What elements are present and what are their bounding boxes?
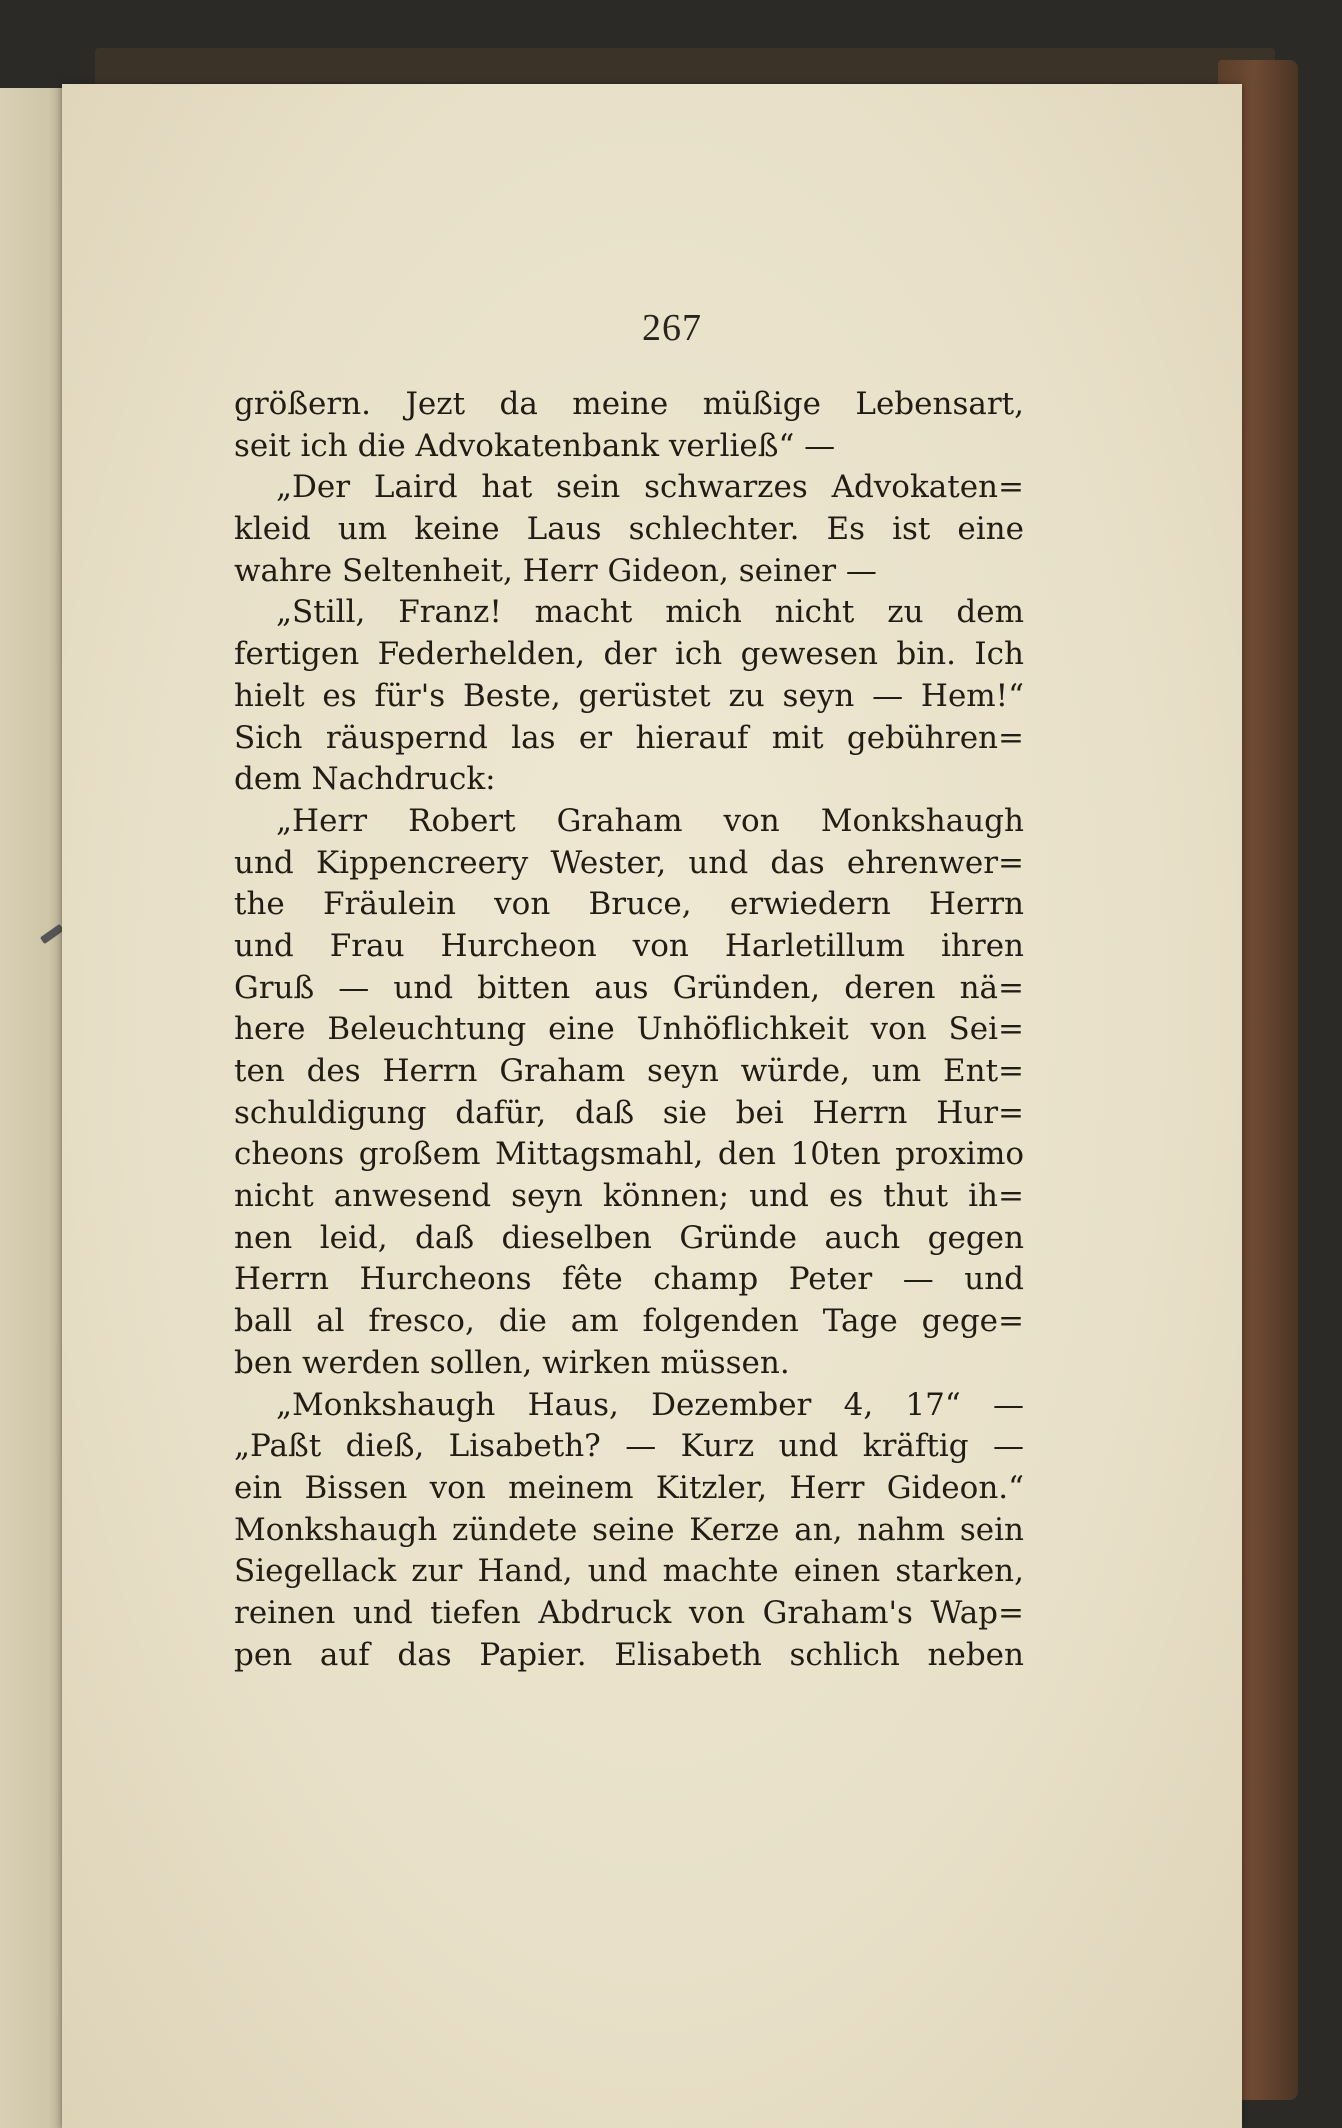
text-line: größern. Jezt da meine müßige Lebensart, bbox=[234, 386, 1024, 422]
text-line: cheons großem Mittagsmahl, den 10ten proximo bbox=[234, 1136, 1024, 1173]
text-line: Sich räuspernd las er hierauf mit gebühren= bbox=[234, 719, 1024, 756]
text-line: nen leid, daß dieselben Gründe auch gegen bbox=[234, 1219, 1024, 1256]
text-line: „Monkshaugh Haus, Dezember 4, 17“ — bbox=[276, 1386, 1024, 1423]
text-line: kleid um keine Laus schlechter. Es ist eine bbox=[234, 511, 1024, 548]
text-line: Gruß — und bitten aus Gründen, deren nä= bbox=[234, 969, 1024, 1006]
text-line: wahre Seltenheit, Herr Gideon, seiner — bbox=[234, 552, 877, 589]
text-line: „Herr Robert Graham von Monkshaugh bbox=[276, 802, 1024, 839]
page-number: 267 bbox=[642, 307, 702, 349]
text-line: ben werden sollen, wirken müssen. bbox=[234, 1344, 790, 1381]
text-line: ein Bissen von meinem Kitzler, Herr Gideon.“ bbox=[234, 1469, 1024, 1506]
text-line: ball al fresco, die am folgenden Tage gege= bbox=[234, 1303, 1024, 1340]
text-line: „Paßt dieß, Lisabeth? — Kurz und kräftig — bbox=[234, 1428, 1024, 1465]
text-line: the Fräulein von Bruce, erwiedern Herrn bbox=[234, 886, 1024, 923]
text-line: schuldigung dafür, daß sie bei Herrn Hur= bbox=[234, 1094, 1024, 1131]
text-line: hielt es für's Beste, gerüstet zu seyn — Hem!“ bbox=[234, 677, 1024, 714]
text-line: „Still, Franz! macht mich nicht zu dem bbox=[276, 594, 1024, 631]
text-line: ten des Herrn Graham seyn würde, um Ent= bbox=[234, 1053, 1024, 1089]
text-line: here Beleuchtung eine Unhöflichkeit von Sei= bbox=[234, 1011, 1024, 1048]
page-text bbox=[234, 384, 1024, 1676]
text-line: fertigen Federhelden, der ich gewesen bin. Ich bbox=[234, 636, 1024, 673]
text-line: und Kippencreery Wester, und das ehrenwer= bbox=[234, 844, 1024, 881]
text-line: pen auf das Papier. Elisabeth schlich neben bbox=[234, 1636, 1024, 1673]
text-line: und Frau Hurcheon von Harletillum ihren bbox=[234, 927, 1024, 964]
text-line: „Der Laird hat sein schwarzes Advokaten= bbox=[276, 469, 1024, 506]
text-line: Herrn Hurcheons fête champ Peter — und bbox=[234, 1261, 1024, 1298]
text-line: seit ich die Advokatenbank verließ“ — bbox=[234, 427, 836, 464]
text-line: nicht anwesend seyn können; und es thut ih= bbox=[234, 1178, 1024, 1215]
text-line: reinen und tiefen Abdruck von Graham's Wap= bbox=[234, 1594, 1024, 1631]
text-line: dem Nachdruck: bbox=[234, 761, 496, 798]
text-line: Siegellack zur Hand, und machte einen starken, bbox=[234, 1553, 1024, 1590]
left-page-edge bbox=[0, 88, 70, 2128]
text-line: Monkshaugh zündete seine Kerze an, nahm sein bbox=[234, 1511, 1024, 1548]
